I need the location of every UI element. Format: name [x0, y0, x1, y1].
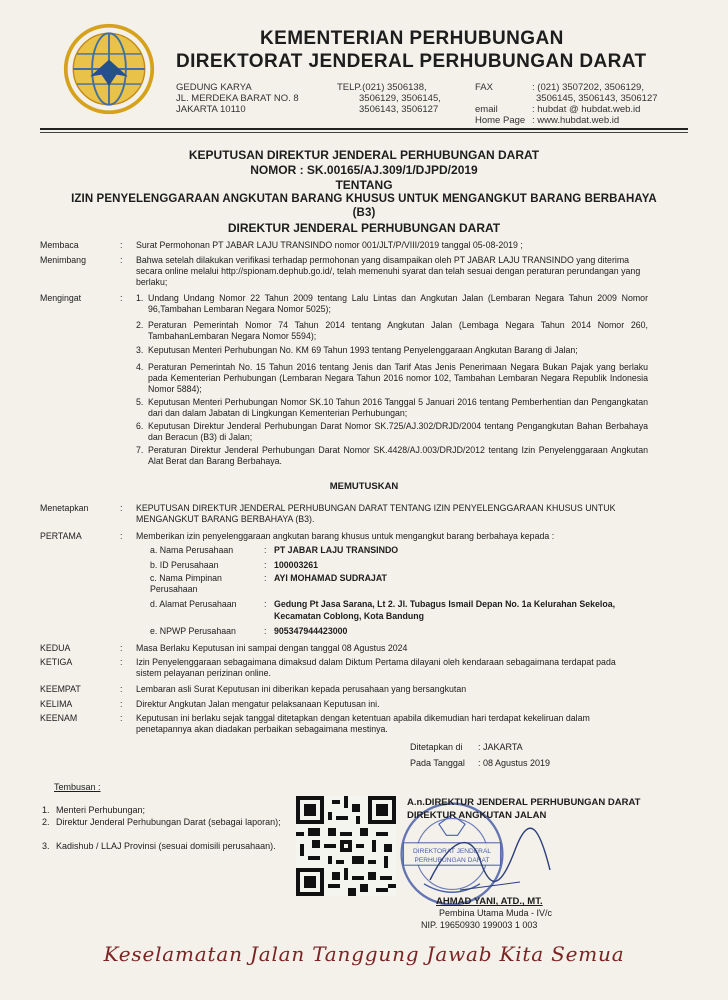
mengingat-item: Peraturan Pemerintah Nomor 74 Tahun 2014 tentang Angkutan Jalan (Lembaga Negara Tahun 2014 Nomor 260, TambahanLembaran Negara Nomor 5594); [148, 320, 648, 342]
email-label: email [475, 104, 498, 115]
colon: : [120, 657, 123, 667]
colon: : [120, 255, 123, 265]
handwritten-signature [420, 820, 560, 900]
colon: : [120, 531, 123, 541]
colon: : [264, 626, 267, 636]
tembusan-item: Menteri Perhubungan; [56, 805, 146, 815]
mengingat-number: 7. [136, 445, 144, 455]
colon: : [120, 240, 123, 250]
signatory-name: AHMAD YANI, ATD., MT. [436, 896, 543, 907]
decree-authority: DIREKTUR JENDERAL PERHUBUNGAN DARAT [227, 221, 501, 235]
keenam-label: KEENAM [40, 713, 78, 723]
tembusan-number: 3. [42, 841, 50, 851]
pertama-label: PERTAMA [40, 531, 82, 541]
mengingat-item: Peraturan Direktur Jenderal Perhubungan Darat Nomor SK.4428/AJ.003/DRJD/2012 tentang Izin Penyelenggaraan Angkutan Alat Berat dan Barang Berbahaya. [148, 445, 648, 467]
field-label: e. NPWP Perusahaan [150, 626, 236, 636]
field-label: c. Nama Pimpinan Perusahaan [150, 573, 222, 594]
colon: : [264, 560, 267, 570]
fax-numbers: : (021) 3507202, 3506129, 3506145, 3506143, 3506127 [532, 82, 658, 104]
decree-subject: IZIN PENYELENGGARAAN ANGKUTAN BARANG KHUSUS UNTUK MENGANGKUT BARANG BERBAHAYA [71, 193, 657, 205]
field-label: a. Nama Perusahaan [150, 545, 234, 555]
ketiga-label: KETIGA [40, 657, 73, 667]
ministry-logo-icon [62, 22, 156, 116]
mengingat-label: Mengingat [40, 293, 82, 303]
ketiga-text: Izin Penyelenggaraan sebagaimana dimaksud dalam Diktum Pertama dilayani oleh kendaraan sebagaimana terdapat pada sistem pelayanan perizinan online. [136, 657, 616, 678]
ditetapkan-value: : JAKARTA [478, 742, 523, 752]
ministry-name: KEMENTERIAN PERHUBUNGAN [260, 28, 564, 49]
mengingat-number: 3. [136, 345, 144, 355]
mengingat-item: Peraturan Pemerintah No. 15 Tahun 2016 tentang Jenis dan Tarif Atas Jenis Penerimaan Negara Bukan Pajak yang berlaku pada Kementerian Perhubungan (Lembaran Negara Tahun 2016 nomor 102, Tambahan Lembaran Negara Republik Indonesia Nomor 5884); [148, 362, 648, 395]
fax-label: FAX [475, 82, 493, 93]
membaca-text: Surat Permohonan PT JABAR LAJU TRANSINDO nomor 001/JLT/P/VIII/2019 tanggal 05-08-2019 ; [136, 240, 523, 250]
tanggal-label: Pada Tanggal [410, 758, 465, 768]
signatory-nip: NIP. 19650930 199003 1 003 [421, 920, 538, 930]
kelima-label: KELIMA [40, 699, 73, 709]
mengingat-number: 1. [136, 293, 144, 303]
decree-title: KEPUTUSAN DIREKTUR JENDERAL PERHUBUNGAN DARAT [188, 148, 540, 162]
ditetapkan-label: Ditetapkan di [410, 742, 463, 752]
kelima-text: Direktur Angkutan Jalan mengatur pelaksanaan Keputusan ini. [136, 699, 380, 709]
signatory-rank: Pembina Utama Muda - IV/c [439, 908, 553, 918]
decree-subject-b3: (B3) [352, 207, 376, 219]
address-block: GEDUNG KARYA JL. MERDEKA BARAT NO. 8 JAKARTA 10110 [176, 82, 299, 115]
memutuskan-heading: MEMUTUSKAN [329, 481, 399, 492]
tembusan-number: 2. [42, 817, 50, 827]
colon: : [264, 573, 267, 583]
telephone-block: TELP.(021) 3506138, 3506129, 3506145, 3506143, 3506127 [337, 82, 441, 115]
company-id: 100003261 [274, 560, 319, 570]
colon: : [120, 503, 123, 513]
mengingat-number: 6. [136, 421, 144, 431]
membaca-label: Membaca [40, 240, 79, 250]
tembusan-number: 1. [42, 805, 50, 815]
mengingat-number: 5. [136, 397, 144, 407]
kedua-label: KEDUA [40, 643, 71, 653]
colon: : [264, 599, 267, 609]
menimbang-label: Menimbang [40, 255, 86, 265]
colon: : [120, 684, 123, 694]
signature-position: DIREKTUR ANGKUTAN JALAN [407, 810, 547, 821]
email-value: : hubdat @ hubdat.web.id [532, 104, 641, 115]
stamp-text: DIREKTORAT JENDERAL PERHUBUNGAN DARAT [412, 848, 492, 864]
keempat-label: KEEMPAT [40, 684, 81, 694]
company-address: Gedung Pt Jasa Sarana, Lt 2. Jl. Tubagus Ismail Depan No. 1a Kelurahan Sekeloa, Kecamatan Coblong, Kota Bandung [274, 599, 616, 621]
kedua-text: Masa Berlaku Keputusan ini sampai dengan tanggal 08 Agustus 2024 [136, 643, 408, 653]
mengingat-item: Keputusan Menteri Perhubungan Nomor SK.10 Tahun 2016 Tanggal 5 Januari 2016 tentang Pemberhentian dan Pengangkatan dari dan dalam Jabatan di Lingkungan Kementerian Perhubungan; [148, 397, 648, 419]
header-rule [40, 128, 688, 130]
header-rule-thin [40, 132, 688, 133]
tembusan-item: Kadishub / LLAJ Provinsi (sesuai domisili perusahaan). [56, 841, 276, 851]
company-name: PT JABAR LAJU TRANSINDO [274, 545, 399, 555]
keempat-text: Lembaran asli Surat Keputusan ini diberikan kepada perusahaan yang bersangkutan [136, 684, 467, 694]
qr-code-icon [296, 796, 396, 896]
field-label: d. Alamat Perusahaan [150, 599, 237, 609]
mengingat-item: Keputusan Direktur Jenderal Perhubungan Darat Nomor SK.725/AJ.302/DRJD/2004 tentang Pengangkutan Bahan Berbahaya dan Beracun (B3) di Jalan; [148, 421, 648, 443]
tanggal-value: : 08 Agustus 2019 [478, 758, 551, 768]
company-leader: AYI MOHAMAD SUDRAJAT [274, 573, 387, 583]
homepage-value: : www.hubdat.web.id [532, 115, 620, 126]
menetapkan-text: KEPUTUSAN DIREKTUR JENDERAL PERHUBUNGAN DARAT TENTANG IZIN PENYELENGGARAAN KHUSUS UNTUK MENGANGKUT BARANG BERBAHAYA (B3). [136, 503, 616, 524]
colon: : [120, 643, 123, 653]
directorate-name: DIREKTORAT JENDERAL PERHUBUNGAN DARAT [176, 51, 647, 72]
menetapkan-label: Menetapkan [40, 503, 89, 513]
decree-tentang: TENTANG [335, 178, 393, 192]
mengingat-item: Keputusan Menteri Perhubungan No. KM 69 Tahun 1993 tentang Penyelenggaraan Angkutan Barang di Jalan; [148, 345, 578, 355]
mengingat-number: 4. [136, 362, 144, 372]
signature-on-behalf: A.n.DIREKTUR JENDERAL PERHUBUNGAN DARAT [407, 797, 641, 808]
menimbang-text: Bahwa setelah dilakukan verifikasi terhadap permohonan yang disampaikan oleh PT JABAR LAJU TRANSINDO yang diterima secara online melalui http://spionam.dephub.go.id/, telah memenuhi syarat dan telah sesuai dengan peraturan perundangan yang berlaku; [136, 255, 641, 287]
footer-motto: Keselamatan Jalan Tanggung Jawab Kita Semua [103, 942, 625, 966]
mengingat-number: 2. [136, 320, 144, 330]
colon: : [120, 293, 123, 303]
keenam-text: Keputusan ini berlaku sejak tanggal ditetapkan dengan ketentuan apabila dikemudian hari terdapat kekeliruan dalam penetapannya akan diadakan perbaikan sebagaimana mestinya. [136, 713, 590, 734]
tembusan-item: Direktur Jenderal Perhubungan Darat (sebagai laporan); [56, 817, 281, 827]
tembusan-label: Tembusan : [54, 782, 101, 792]
colon: : [120, 713, 123, 723]
company-npwp: 905347944423000 [274, 626, 348, 636]
homepage-label: Home Page [475, 115, 526, 126]
decree-number: NOMOR : SK.00165/AJ.309/1/DJPD/2019 [250, 163, 478, 177]
colon: : [264, 545, 267, 555]
field-label: b. ID Perusahaan [150, 560, 219, 570]
pertama-text: Memberikan izin penyelenggaraan angkutan barang khusus untuk mengangkut barang berbahaya kepada : [136, 531, 555, 541]
mengingat-item: Undang Undang Nomor 22 Tahun 2009 tentang Lalu Lintas dan Angkutan Jalan (Lembaran Negara Tahun 2009 Nomor 96,Tambahan Lembaran Negara Nomor 5025); [148, 293, 648, 315]
colon: : [120, 699, 123, 709]
